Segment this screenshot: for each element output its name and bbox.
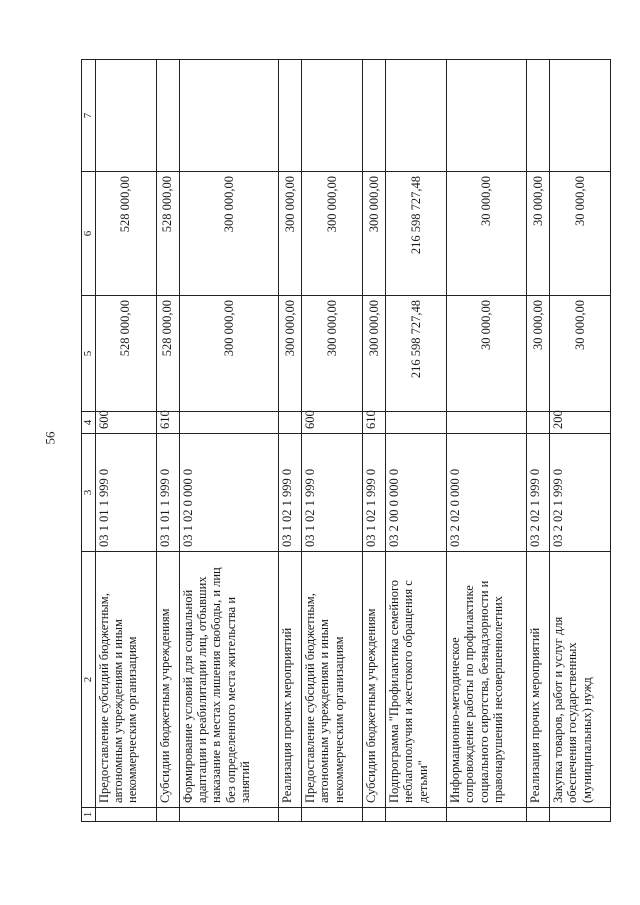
amount-cell: 30 000,00 [549,296,610,412]
amount-cell: 528 000,00 [156,172,179,296]
row-number-cell [385,808,446,822]
row-number-cell [549,808,610,822]
expense-type-cell [385,412,446,434]
amount-cell: 216 598 727,48 [385,172,446,296]
expense-type-cell: 600 [95,412,156,434]
empty-cell [179,60,278,172]
table-row [362,60,385,822]
amount-cell: 30 000,00 [549,172,610,296]
expense-type-cell: 200 [549,412,610,434]
item-name-cell: Информационно-методическое сопровождение работы по профилактике социального сиротства, безнадзорности и правонарушений несовершеннолетних [446,552,526,808]
amount-cell: 528 000,00 [95,172,156,296]
row-number-cell [446,808,526,822]
item-name-cell: Субсидии бюджетным учреждениям [156,552,179,808]
amount-cell: 30 000,00 [446,296,526,412]
expense-type-cell: 610 [362,412,385,434]
column-header: 5 [82,296,96,412]
column-header: 2 [82,552,96,808]
table-row [179,60,278,822]
budget-code-cell: 03 1 02 0 000 0 [179,434,278,552]
row-number-cell [95,808,156,822]
amount-cell: 216 598 727,48 [385,296,446,412]
table-row [156,60,179,822]
item-name-cell: Реализация прочих мероприятий [278,552,301,808]
header-row [82,60,96,822]
empty-cell [156,60,179,172]
amount-cell: 30 000,00 [446,172,526,296]
expense-type-cell [526,412,549,434]
column-header: 6 [82,172,96,296]
amount-cell: 300 000,00 [362,296,385,412]
item-name-cell: Подпрограмма "Профилактика семейного неблагополучия и жестокого обращения с детьми" [385,552,446,808]
amount-cell: 300 000,00 [362,172,385,296]
expense-type-cell: 610 [156,412,179,434]
column-header: 4 [82,412,96,434]
column-header: 7 [82,60,96,172]
amount-cell: 30 000,00 [526,172,549,296]
empty-cell [95,60,156,172]
budget-code-cell: 03 1 02 1 999 0 [362,434,385,552]
item-name-cell: Предоставление субсидий бюджетным, автономным учреждениям и иным некоммерческим организациям [95,552,156,808]
amount-cell: 528 000,00 [156,296,179,412]
budget-code-cell: 03 1 02 1 999 0 [301,434,362,552]
table-row [301,60,362,822]
amount-cell: 300 000,00 [179,172,278,296]
budget-code-cell: 03 2 02 0 000 0 [446,434,526,552]
budget-code-cell: 03 1 01 1 999 0 [95,434,156,552]
budget-code-cell: 03 1 02 1 999 0 [278,434,301,552]
row-number-cell [179,808,278,822]
amount-cell: 528 000,00 [95,296,156,412]
page-number: 56 [42,431,58,445]
table-row [278,60,301,822]
row-number-cell [156,808,179,822]
empty-cell [301,60,362,172]
column-header: 1 [82,808,96,822]
budget-code-cell: 03 2 02 1 999 0 [526,434,549,552]
expense-type-cell: 600 [301,412,362,434]
row-number-cell [526,808,549,822]
empty-cell [362,60,385,172]
row-number-cell [362,808,385,822]
empty-cell [549,60,610,172]
expense-type-cell [179,412,278,434]
table-row [385,60,446,822]
item-name-cell: Предоставление субсидий бюджетным, автономным учреждениям и иным некоммерческим организациям [301,552,362,808]
table-row [549,60,610,822]
expense-type-cell [446,412,526,434]
item-name-cell: Субсидии бюджетным учреждениям [362,552,385,808]
amount-cell: 300 000,00 [278,172,301,296]
table-row [446,60,526,822]
item-name-cell: Закупка товаров, работ и услуг для обеспечения государственных (муниципальных) нужд [549,552,610,808]
amount-cell: 300 000,00 [179,296,278,412]
item-name-cell: Реализация прочих мероприятий [526,552,549,808]
budget-code-cell: 03 2 02 1 999 0 [549,434,610,552]
empty-cell [385,60,446,172]
table-row [526,60,549,822]
expense-type-cell [278,412,301,434]
amount-cell: 300 000,00 [278,296,301,412]
budget-code-cell: 03 1 01 1 999 0 [156,434,179,552]
empty-cell [526,60,549,172]
empty-cell [446,60,526,172]
amount-cell: 300 000,00 [301,296,362,412]
row-number-cell [278,808,301,822]
amount-cell: 30 000,00 [526,296,549,412]
empty-cell [278,60,301,172]
budget-code-cell: 03 2 00 0 000 0 [385,434,446,552]
row-number-cell [301,808,362,822]
rotated-table-container [81,60,611,822]
budget-table [81,59,611,822]
amount-cell: 300 000,00 [301,172,362,296]
column-header: 3 [82,434,96,552]
table-row [95,60,156,822]
item-name-cell: Формирование условий для социальной адаптации и реабилитации лиц, отбывших наказание в местах лишения свободы, и лиц без определенного места жительства и занятий [179,552,278,808]
